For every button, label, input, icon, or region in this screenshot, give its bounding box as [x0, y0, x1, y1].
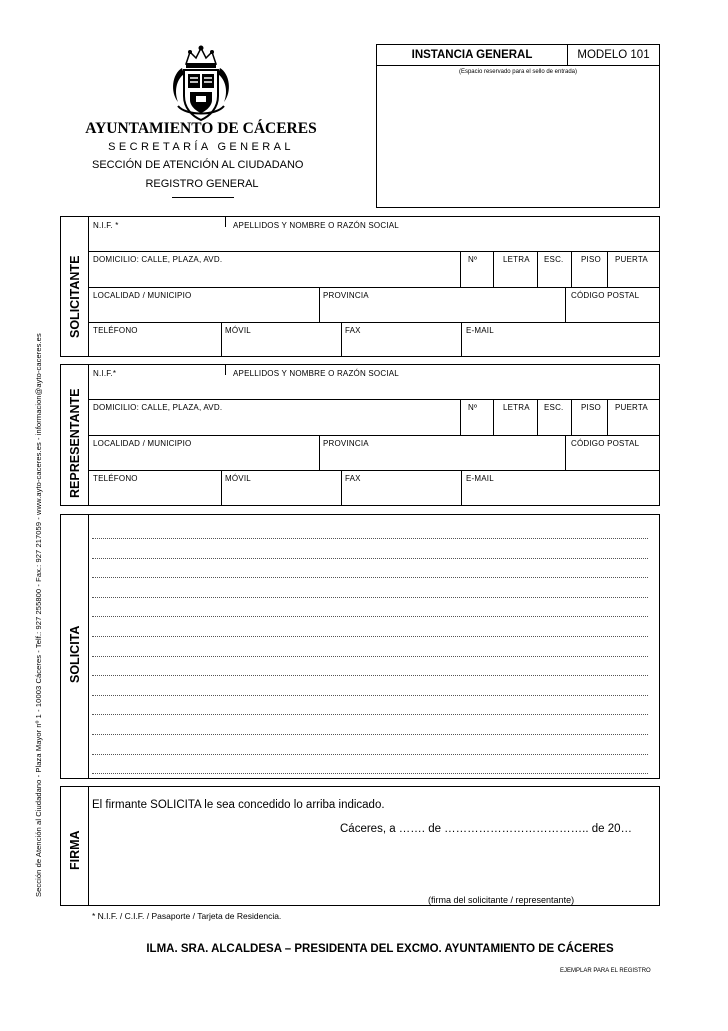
reserved-note: (Espacio reservado para el sello de entrada)	[458, 69, 578, 75]
apellidos-field[interactable]: APELLIDOS Y NOMBRE O RAZÓN SOCIAL	[233, 369, 399, 378]
writing-line[interactable]	[92, 656, 648, 657]
contact-side-text: Sección de Atención al Ciudadano - Plaza Mayor nº 1 - 10003 Cáceres - Telf.: 927 255800 - Fax.: 927 217059 - www.ayto-caceres.es - informacion@ayto-caceres.es	[34, 333, 43, 897]
coat-of-arms-logo	[168, 44, 234, 122]
row-divider	[89, 251, 659, 252]
col-divider	[607, 399, 608, 435]
col-divider	[537, 399, 538, 435]
numero-field[interactable]: Nº	[468, 403, 478, 412]
domicilio-field[interactable]: DOMICILIO: CALLE, PLAZA, AVD.	[93, 403, 223, 412]
col-divider	[341, 322, 342, 356]
representante-section	[60, 364, 660, 506]
piso-field[interactable]: PISO	[581, 403, 601, 412]
col-divider	[537, 251, 538, 287]
form-title: INSTANCIA GENERAL	[377, 45, 568, 65]
divider	[172, 197, 234, 198]
row-divider	[89, 287, 659, 288]
letra-field[interactable]: LETRA	[503, 403, 530, 412]
col-divider	[225, 365, 226, 375]
provincia-field[interactable]: PROVINCIA	[323, 439, 369, 448]
col-divider	[225, 217, 226, 227]
writing-line[interactable]	[92, 734, 648, 735]
registro-title: REGISTRO GENERAL	[145, 178, 259, 190]
seccion-title: SECCIÓN DE ATENCIÓN AL CIUDADANO	[92, 159, 304, 171]
writing-line[interactable]	[92, 538, 648, 539]
section-tab	[61, 217, 89, 356]
writing-line[interactable]	[92, 773, 648, 774]
localidad-field[interactable]: LOCALIDAD / MUNICIPIO	[93, 291, 192, 300]
writing-line[interactable]	[92, 616, 648, 617]
col-divider	[460, 251, 461, 287]
form-header-bar	[377, 45, 659, 66]
movil-field[interactable]: MÓVIL	[225, 326, 251, 335]
footnote: * N.I.F. / C.I.F. / Pasaporte / Tarjeta de Residencia.	[92, 911, 282, 921]
nif-field[interactable]: N.I.F. *	[93, 221, 119, 230]
col-divider	[319, 287, 320, 322]
col-divider	[571, 251, 572, 287]
codigo-postal-field[interactable]: CÓDIGO POSTAL	[571, 291, 640, 300]
col-divider	[565, 287, 566, 322]
writing-line[interactable]	[92, 577, 648, 578]
fax-field[interactable]: FAX	[345, 326, 361, 335]
col-divider	[221, 470, 222, 505]
apellidos-field[interactable]: APELLIDOS Y NOMBRE O RAZÓN SOCIAL	[233, 221, 399, 230]
section-tab	[61, 365, 89, 505]
solicita-section	[60, 514, 660, 779]
col-divider	[571, 399, 572, 435]
writing-line[interactable]	[92, 754, 648, 755]
firma-title: FIRMA	[68, 830, 82, 870]
addressee: ILMA. SRA. ALCALDESA – PRESIDENTA DEL EXCMO. AYUNTAMIENTO DE CÁCERES	[146, 943, 614, 955]
piso-field[interactable]: PISO	[581, 255, 601, 264]
signature-note: (firma del solicitante / representante)	[428, 895, 575, 905]
col-divider	[461, 470, 462, 505]
codigo-postal-field[interactable]: CÓDIGO POSTAL	[571, 439, 640, 448]
provincia-field[interactable]: PROVINCIA	[323, 291, 369, 300]
telefono-field[interactable]: TELÉFONO	[93, 326, 138, 335]
solicita-title: SOLICITA	[68, 625, 82, 683]
writing-line[interactable]	[92, 558, 648, 559]
firma-statement: El firmante SOLICITA le sea concedido lo arriba indicado.	[92, 799, 385, 811]
section-tab	[61, 787, 89, 905]
writing-line[interactable]	[92, 714, 648, 715]
secretaria-title: SECRETARÍA GENERAL	[108, 141, 294, 153]
puerta-field[interactable]: PUERTA	[615, 403, 648, 412]
row-divider	[89, 435, 659, 436]
place-date-line[interactable]: Cáceres, a ……. de ……………………………….. de 20…	[340, 823, 633, 835]
email-field[interactable]: E-MAIL	[466, 326, 494, 335]
registry-stamp-box	[376, 44, 660, 208]
domicilio-field[interactable]: DOMICILIO: CALLE, PLAZA, AVD.	[93, 255, 223, 264]
col-divider	[221, 322, 222, 356]
writing-line[interactable]	[92, 675, 648, 676]
ayuntamiento-title: AYUNTAMIENTO DE CÁCERES	[85, 120, 317, 137]
solicitante-title: SOLICITANTE	[68, 255, 82, 338]
esc-field[interactable]: ESC.	[544, 255, 564, 264]
col-divider	[319, 435, 320, 470]
localidad-field[interactable]: LOCALIDAD / MUNICIPIO	[93, 439, 192, 448]
row-divider	[89, 399, 659, 400]
section-tab	[61, 515, 89, 778]
movil-field[interactable]: MÓVIL	[225, 474, 251, 483]
esc-field[interactable]: ESC.	[544, 403, 564, 412]
col-divider	[565, 435, 566, 470]
copy-note: EJEMPLAR PARA EL REGISTRO	[560, 968, 651, 974]
col-divider	[341, 470, 342, 505]
col-divider	[460, 399, 461, 435]
numero-field[interactable]: Nº	[468, 255, 478, 264]
writing-line[interactable]	[92, 597, 648, 598]
email-field[interactable]: E-MAIL	[466, 474, 494, 483]
telefono-field[interactable]: TELÉFONO	[93, 474, 138, 483]
row-divider	[89, 322, 659, 323]
col-divider	[493, 251, 494, 287]
letra-field[interactable]: LETRA	[503, 255, 530, 264]
col-divider	[493, 399, 494, 435]
writing-line[interactable]	[92, 636, 648, 637]
col-divider	[461, 322, 462, 356]
col-divider	[607, 251, 608, 287]
representante-title: REPRESENTANTE	[68, 388, 82, 498]
form-model: MODELO 101	[577, 49, 650, 61]
fax-field[interactable]: FAX	[345, 474, 361, 483]
nif-field[interactable]: N.I.F.*	[93, 369, 117, 378]
writing-line[interactable]	[92, 695, 648, 696]
puerta-field[interactable]: PUERTA	[615, 255, 648, 264]
solicitante-section	[60, 216, 660, 357]
row-divider	[89, 470, 659, 471]
